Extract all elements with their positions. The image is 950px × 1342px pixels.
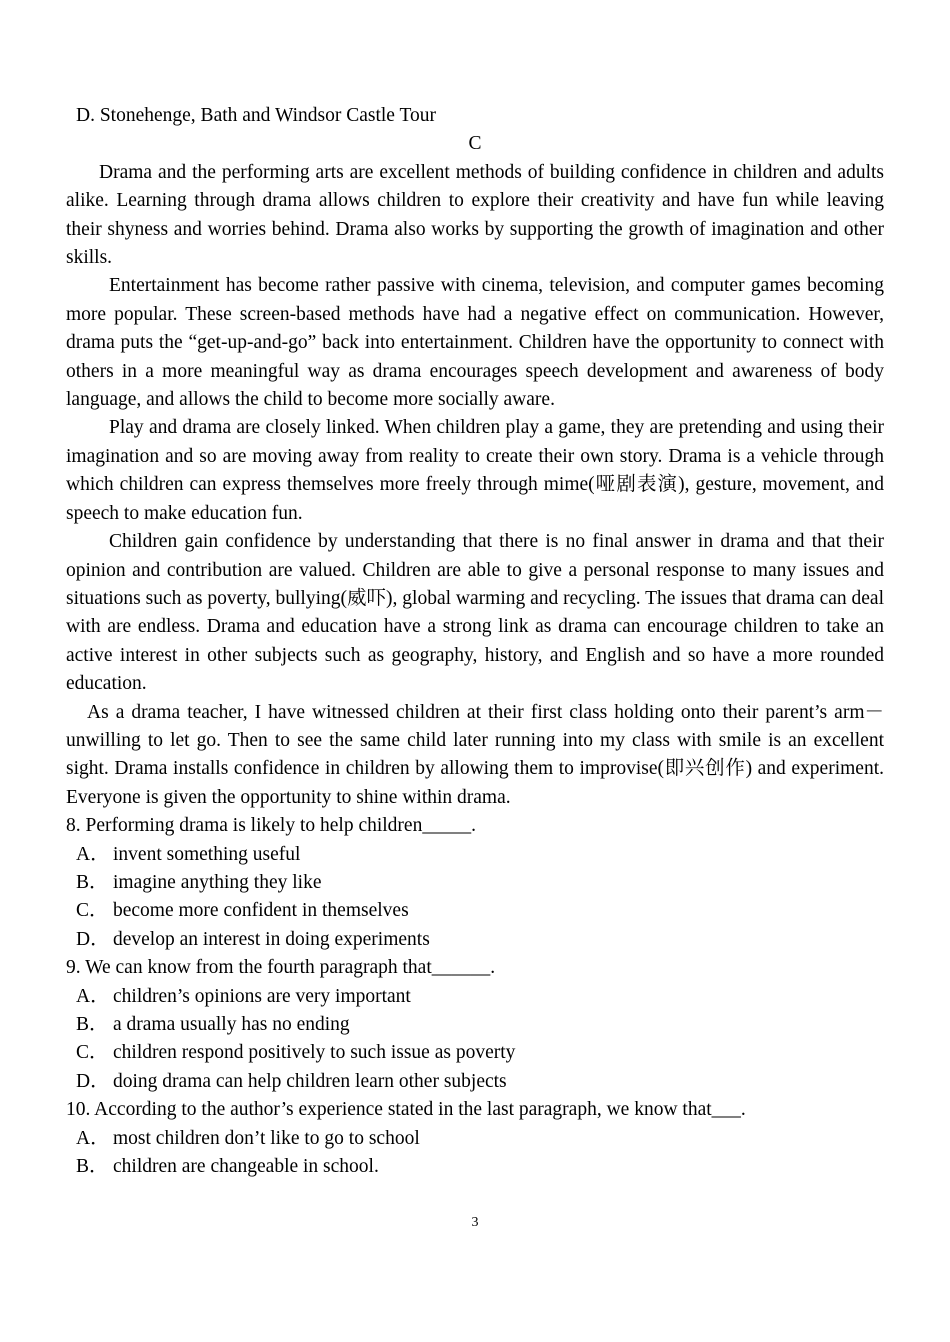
option-letter: A． <box>76 1127 110 1149</box>
option-text: a drama usually has no ending <box>113 1014 350 1035</box>
option-text: children’s opinions are very important <box>113 985 411 1007</box>
answer-option-d <box>66 926 884 954</box>
passage-paragraph-3: Play and drama are closely linked. When children play a game, they are pretending and using their imagination and so are moving away from reality to create their own story. Drama is a vehicle through which children can express themselves more freely through mime(哑剧表演), gesture, movement, and speech to make education fun. <box>66 417 884 524</box>
option-text: develop an interest in doing experiments <box>113 928 430 950</box>
option-text: invent something useful <box>113 843 301 865</box>
section-heading: C <box>468 133 482 155</box>
question-9 <box>66 954 884 1096</box>
option-letter: A． <box>76 985 110 1007</box>
option-letter: D． <box>76 1070 110 1092</box>
option-letter: C． <box>76 1042 109 1064</box>
question-stem: 9. We can know from the fourth paragraph that______. <box>66 957 496 979</box>
answer-option-a <box>66 983 884 1011</box>
passage-paragraph-2: Entertainment has become rather passive with cinema, television, and computer games becoming more popular. These screen-based methods have had a negative effect on communication. However, drama puts the “get-up-and-go” back into entertainment. Children have the opportunity to connect with others in a more meaningful way as drama encourages speech development and awareness of body language, and allows the child to become more socially aware. <box>66 275 884 411</box>
option-letter: D． <box>76 928 110 950</box>
option-text: become more confident in themselves <box>113 900 409 922</box>
previous-question-option-d: D. Stonehenge, Bath and Windsor Castle Tour <box>76 105 436 126</box>
option-text: most children don’t like to go to school <box>113 1127 420 1149</box>
option-letter: B． <box>76 871 109 893</box>
option-text: doing drama can help children learn other subjects <box>113 1070 507 1092</box>
answer-option-d <box>66 1068 884 1096</box>
answer-option-c <box>66 897 884 925</box>
option-letter: C． <box>76 900 109 922</box>
passage-paragraph-1: Drama and the performing arts are excellent methods of building confidence in children and adults alike. Learning through drama allows children to explore their creativity and have fun while leaving their shyness and worries behind. Drama also works by supporting the growth of imagination and other skills. <box>66 161 884 269</box>
passage-paragraph-5: As a drama teacher, I have witnessed children at their first class holding onto their parent’s arm－unwilling to let go. Then to see the same child later running into my class with smile is an excellent sight. Drama installs confidence in children by allowing them to improvise(即兴创作) and experiment. Everyone is given the opportunity to shine within drama. <box>66 701 884 808</box>
answer-option-a <box>66 1125 884 1153</box>
option-letter: B． <box>76 1156 109 1178</box>
page-number: 3 <box>471 1215 479 1230</box>
answer-option-b <box>66 1011 884 1039</box>
answer-option-b <box>66 1153 884 1181</box>
question-10 <box>66 1096 884 1181</box>
option-text: children are changeable in school. <box>113 1156 379 1178</box>
answer-option-b <box>66 869 884 897</box>
option-text: children respond positively to such issue as poverty <box>113 1042 516 1064</box>
option-text: imagine anything they like <box>113 871 322 893</box>
option-letter: B． <box>76 1014 109 1035</box>
answer-option-c <box>66 1039 884 1067</box>
answer-option-a <box>66 841 884 869</box>
question-stem: 10. According to the author’s experience stated in the last paragraph, we know that___. <box>66 1099 746 1121</box>
document-page <box>66 102 884 1181</box>
question-8 <box>66 812 884 954</box>
question-stem: 8. Performing drama is likely to help children_____. <box>66 815 476 837</box>
option-letter: A． <box>76 843 110 865</box>
passage-paragraph-4: Children gain confidence by understanding that there is no final answer in drama and that their opinion and contribution are valued. Children are able to give a personal response to many issues and situations such as poverty, bullying(威吓), global warming and recycling. The issues that drama can deal with are endless. Drama and education have a strong link as drama can encourage children to take an active interest in other subjects such as geography, history, and English and so have a more rounded education. <box>66 531 884 695</box>
